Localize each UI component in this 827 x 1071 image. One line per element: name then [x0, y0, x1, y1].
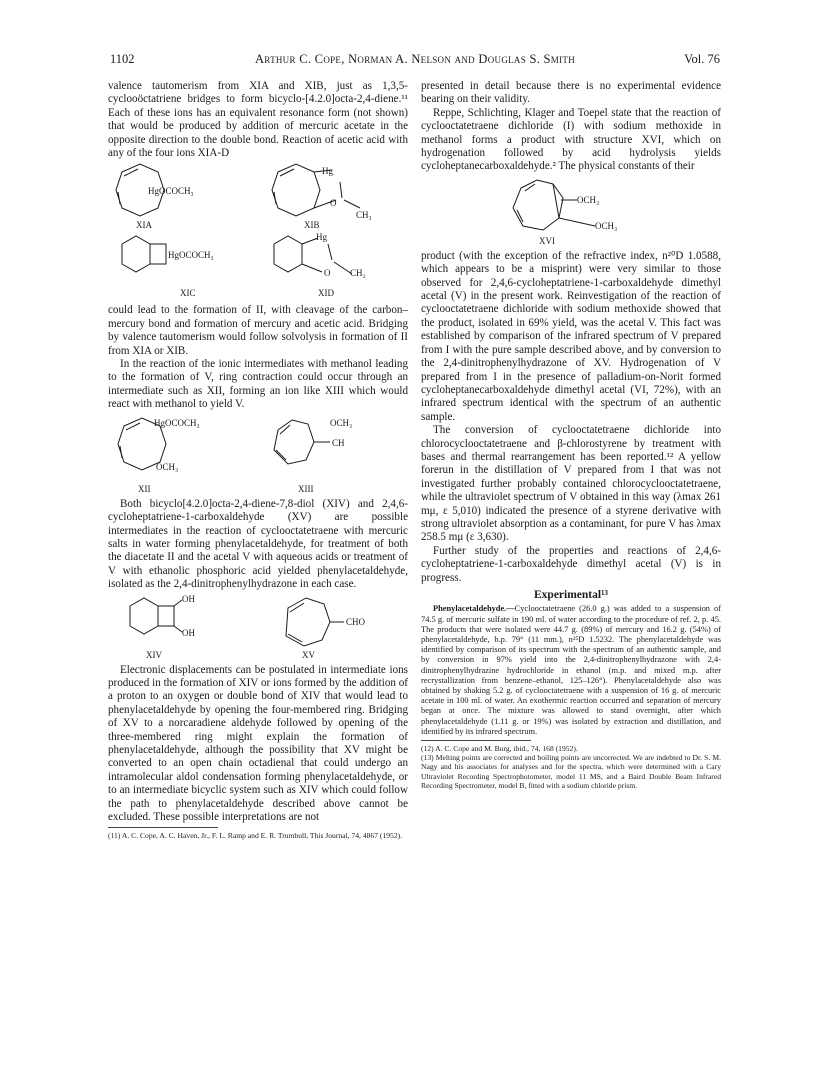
author-line: Arthur C. Cope, Norman A. Nelson and Douglas S. Smith — [254, 52, 575, 66]
structures-xii-xiii — [108, 412, 408, 498]
paragraph: presented in detail because there is no experimental evidence bearing on their validity. — [421, 80, 721, 106]
footnote-12: (12) A. C. Cope and M. Burg, ibid., 74, 168 (1952). — [421, 744, 578, 754]
compound-heading: Phenylacetaldehyde.— — [433, 604, 515, 614]
experimental-text: Cyclooctatetraene (26.0 g.) was added to a suspension of 74.5 g. of mercuric sulfate in 190 ml. of water according to the procedure of ref. 2, p. 45. The products that were isolated were 44.7 g. (89%) of mercury and 16.2 g. (54%) of phenylacetaldehyde, b.p. 79° (11 mm.), n²⁵D 1.5232. The phenylacetaldehyde was identified by comparison of its spectrum with the spectrum of an authentic sample, and by conversion in 97% yield into the 2,4-dinitrophenylhydrazone with 2,4-dinitrophenylhydrazine hydrochloride in ethanol (m.p. and mixed m.p. after recrystallization from benzene–ethanol, 125–126°). Phenylacetaldehyde also was obtained by shaking 5.2 g. of cyclooctatetraene with a suspension of 16 g. of mercuric acetate in 100 ml. of water. An exothermic reaction occurred and separation of mercury began at once. The mixture was allowed to stand overnight, after which phenylacetaldehyde (1.11 g. or 19%) was isolated by extraction and distillation, and identified by its infrared spectrum. — [421, 604, 721, 736]
xid-ch2: CH₂ — [350, 268, 366, 279]
xia-substituent: HgOCOCH₃ — [148, 186, 194, 197]
paragraph: Further study of the properties and reactions of 2,4,6-cycloheptatriene-1-carboxaldehyde dimethyl acetal (V) is in progress. — [421, 544, 721, 584]
paragraph: The conversion of cyclooctatetraene dichloride into chlorocyclooctatetraene and β-chlorostyrene by treatment with bases and thermal rearrangement has been reported.¹² A yellow forerun in the distillation of V prepared from I that was not investigated further probably contained chlorocyclooctatetraene, while the ultraviolet spectrum of V obtained in this way (λmax 261 mμ, ε 5,010) indicated the presence of a styrene derivative with strong ultraviolet absorption as a contaminant, for pure V has λmax 258.5 mμ (ε 3,630). — [421, 424, 721, 544]
paragraph: product (with the exception of the refractive index, n²⁰D 1.0588, which appears to be a misprint) were very similar to those observed for 2,4,6-cycloheptatriene-1-carboxaldehyde dimethyl acetal (V) in the present work. Reinvestigation of the reaction of cyclooctatetraene dichloride with sodium methoxide showed that the product, isolated in 69% yield, was the acetal V. This fact was established by comparison of the infrared spectrum of V prepared from I with the pure sample described above, and by conversion to the 2,4-dinitrophenylhydrazone of XV. Hydrogenation of V prepared from I in the presence of palladium-on-Norit formed cycloheptanecarboxaldehyde dimethyl acetal (VI, 72%), with an infrared spectrum identical with the spectrum of an authentic sample. — [421, 249, 721, 423]
xvi-och3-top: OCH₃ — [577, 194, 600, 205]
right-column — [421, 80, 721, 790]
xv-label: XV — [302, 649, 315, 660]
xib-o: O — [330, 198, 337, 209]
xib-label: XIB — [304, 220, 320, 231]
experimental-paragraph — [421, 604, 721, 737]
paragraph: Both bicyclo[4.2.0]octa-2,4-diene-7,8-diol (XIV) and 2,4,6-cycloheptatriene-1-carboxaldehyde (XV) are possible intermediates in the reaction of cyclooctatetraene with mercuric salts in water forming phenylacetaldehyde, for treatment of both the diacetate II and the acetal V with aqueous acids or treatment of V with ethanolic phosphoric acid yielded phenylacetaldehyde, isolated as the 2,4-dinitrophenylhydrazone in each case. — [108, 497, 408, 591]
xvi-label: XVI — [539, 235, 555, 246]
left-column — [108, 80, 408, 841]
footnote-11: (11) A. C. Cope, A. C. Haven, Jr., F. L. Ramp and E. R. Trumbull, This Journal, 74, 4867 (1952). — [108, 831, 403, 841]
footnote-rule — [421, 740, 531, 741]
xiv-label: XIV — [146, 649, 162, 660]
xiii-och3: OCH₃ — [330, 417, 353, 428]
section-title: Experimental¹³ — [534, 589, 608, 601]
xid-o: O — [324, 268, 331, 279]
xib-ch3: CH₃ — [356, 210, 372, 221]
paragraph: Electronic displacements can be postulated in intermediate ions produced in the formation of XIV or ions formed by the addition of a proton to an oxygen or double bond of XIV that would lead to phenylacetaldehyde by opening the four-membered ring. Bridging of XV to a norcaradiene aldehyde followed by opening of the three-membered ring might explain the formation of phenylacetaldehyde, although the possibility that XV might be converted to an open chain octadienal that could undergo an intramolecular aldol condensation forming phenylacetaldehyde, or to an intermediate bicyclic system such as XIV which could follow the path to phenylacetaldehyde described above cannot be excluded. These possible interpretations are not — [108, 663, 408, 823]
xib-hg: Hg — [322, 166, 333, 177]
footnote-13: (13) Melting points are corrected and boiling points are uncorrected. We are indebted to Dr. S. M. Nagy and his associates for analyses and for the spectra, which were determined with a Cary Ultraviolet Recording Spectrophotometer, model 11 MS, and a Baird Double Beam Infrared Recording Spectrometer, model B, fitted with a sodium chloride prism. — [421, 753, 721, 790]
running-header — [110, 52, 720, 68]
xiii-ch: CH — [332, 437, 345, 448]
footnote-rule — [108, 827, 218, 828]
xii-substituent-och3: OCH₃ — [156, 461, 179, 472]
volume-label: Vol. 76 — [684, 52, 720, 66]
xii-label: XII — [138, 483, 151, 494]
structures-xia-xib — [108, 160, 408, 230]
xii-substituent-hg: HgOCOCH₃ — [154, 417, 200, 428]
xia-label: XIA — [136, 220, 152, 231]
paragraph: could lead to the formation of II, with cleavage of the carbon–mercury bond and formation of mercury and acetic acid. Bridging by valence tautomerism would follow solvolysis in formation of II from XIA or XIB. — [108, 304, 408, 357]
structures-xic-xid — [108, 230, 408, 304]
paragraph: In the reaction of the ionic intermediates with methanol leading to the formation of V, ring contraction could occur through an intermediate such as XII, forming an ion like XIII which would react with methanol to yield V. — [108, 358, 408, 411]
xid-label: XID — [318, 288, 334, 299]
xic-label: XIC — [180, 288, 196, 299]
xic-substituent: HgOCOCH₃ — [168, 250, 214, 261]
xid-hg: Hg — [316, 232, 327, 243]
structure-xvi — [421, 174, 721, 250]
structures-xiv-xv — [108, 592, 408, 664]
xiv-oh-bottom: OH — [182, 627, 195, 638]
xvi-och3-bottom: OCH₃ — [595, 220, 618, 231]
page-number: 1102 — [110, 52, 135, 66]
paragraph: valence tautomerism from XIA and XIB, just as 1,3,5-cyclooöctatriene bridges to form bicyclo-[4.2.0]octa-2,4-diene.¹¹ Each of these ions has an equivalent resonance form (not shown) that would be produced by addition of mercuric acetate in the opposite direction to the double bond. Reaction of acetic acid with any of the four ions XIA-D — [108, 80, 408, 160]
paragraph: Reppe, Schlichting, Klager and Toepel state that the reaction of cyclooctatetraene dichloride (I) with sodium methoxide in methanol forms a product with structure XVI, which on hydrogenation followed by acid hydrolysis yields cycloheptanecarboxaldehyde.² The physical constants of their — [421, 106, 721, 173]
xv-cho: CHO — [346, 616, 366, 627]
xiii-label: XIII — [298, 483, 314, 494]
xiv-oh-top: OH — [182, 593, 195, 604]
